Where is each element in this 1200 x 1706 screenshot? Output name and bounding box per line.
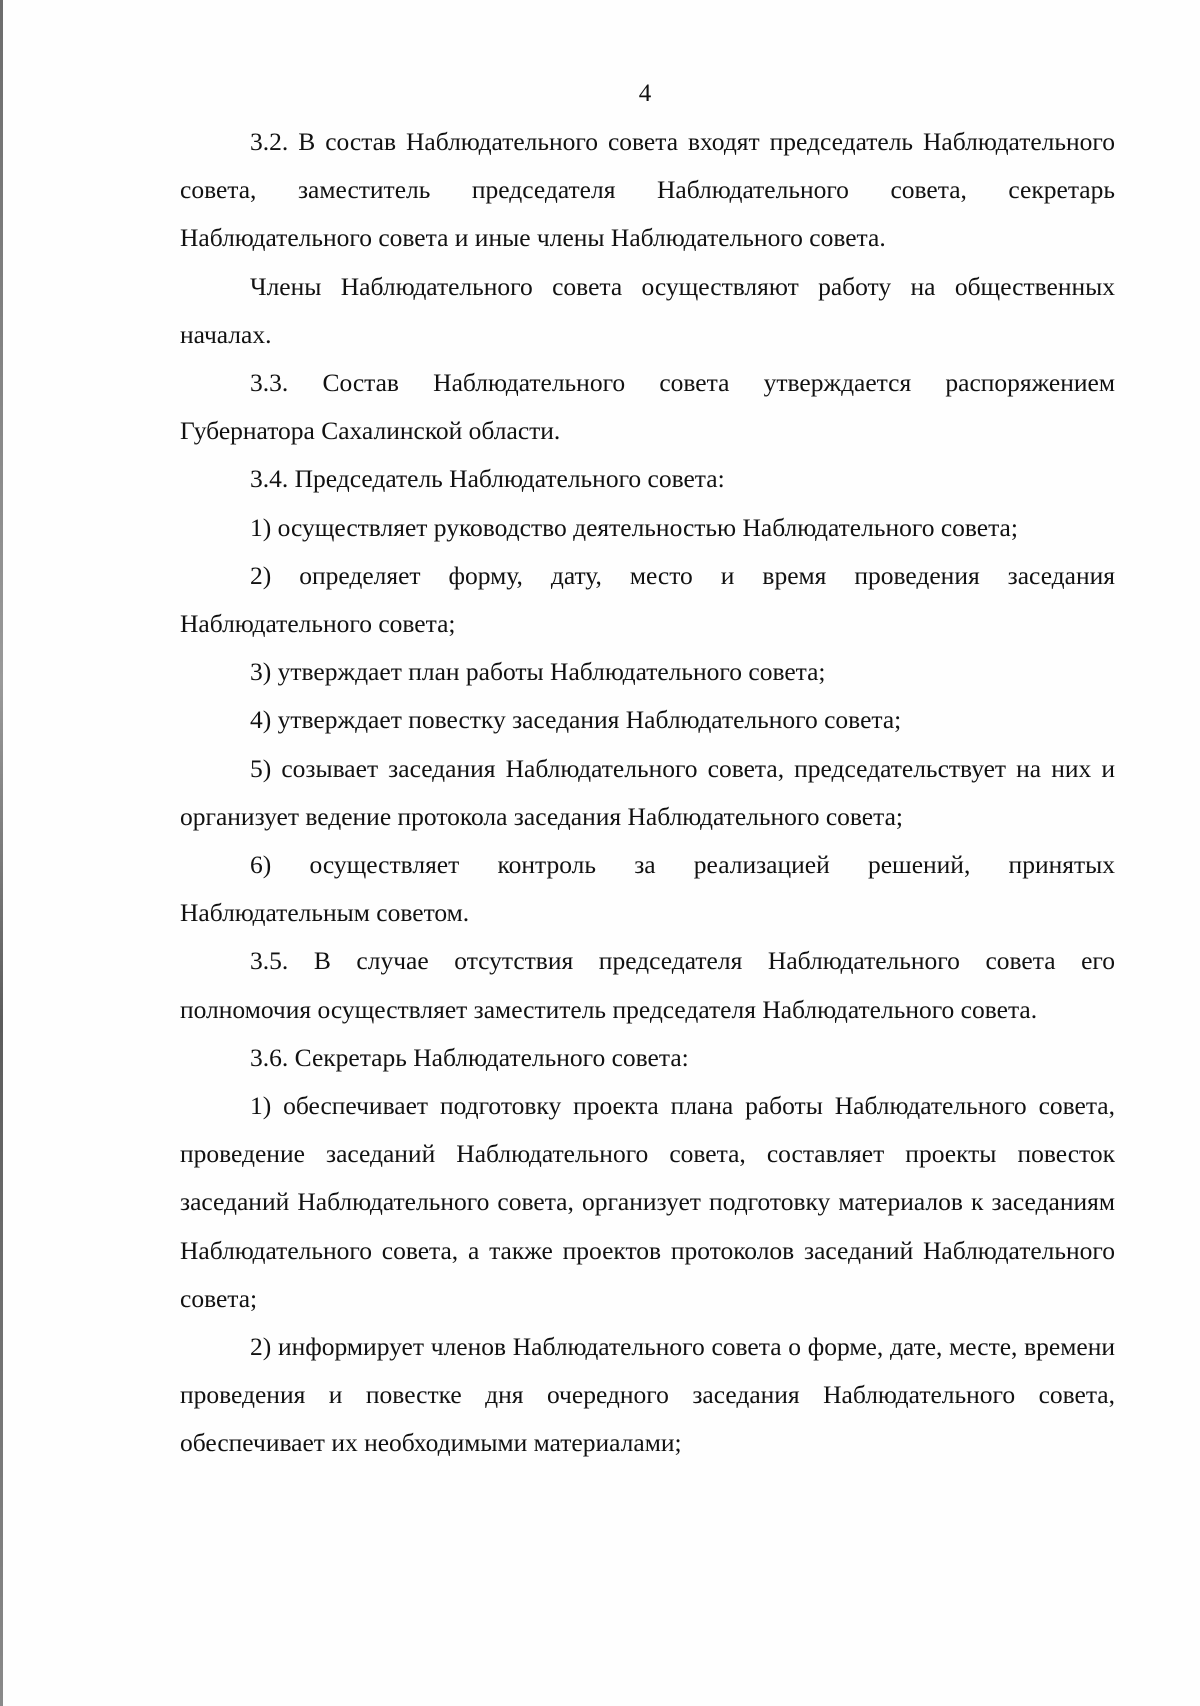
paragraph-3-4: 3.4. Председатель Наблюдательного совета: bbox=[250, 464, 725, 494]
chairman-item-3: 3) утверждает план работы Наблюдательного совета; bbox=[250, 657, 826, 687]
chairman-item-1: 1) осуществляет руководство деятельностью Наблюдательного совета; bbox=[250, 512, 1018, 542]
page-number: 4 bbox=[638, 80, 652, 107]
secretary-item-2: 2) информирует членов Наблюдательного совета о форме, дате, месте, времени проведения и повестке дня очередного заседания Наблюдательного совета, обеспечивает их необходимыми материалами; bbox=[180, 1332, 1115, 1458]
chairman-item-2: 2) определяет форму, дату, место и время проведения заседания Наблюдательного совета; bbox=[180, 560, 1115, 639]
chairman-item-4: 4) утверждает повестку заседания Наблюдательного совета; bbox=[250, 705, 902, 735]
paragraph-3-3: 3.3. Состав Наблюдательного совета утверждается распоряжением Губернатора Сахалинской области. bbox=[180, 368, 1115, 446]
paragraph-members: Члены Наблюдательного совета осуществляют работу на общественных началах. bbox=[180, 271, 1115, 349]
chairman-item-5: 5) созывает заседания Наблюдательного совета, председательствует на них и организует ведение протокола заседания Наблюдательного совета; bbox=[180, 753, 1115, 831]
paragraph-3-2: 3.2. В состав Наблюдательного совета входят председатель Наблюдательного совета, заместитель председателя Наблюдательного совета, секретарь Наблюдательного совета и иные члены Наблюдательного совета. bbox=[180, 127, 1115, 253]
chairman-item-6: 6) осуществляет контроль за реализацией решений, принятых Наблюдательным советом. bbox=[180, 850, 1115, 928]
paragraph-3-5: 3.5. В случае отсутствия председателя Наблюдательного совета его полномочия осуществляет заместитель председателя Наблюдательного совета. bbox=[180, 946, 1115, 1024]
secretary-item-1: 1) обеспечивает подготовку проекта плана работы Наблюдательного совета, проведение заседаний Наблюдательного совета, составляет проекты повесток заседаний Наблюдательного совета, организует подготовку материалов к заседаниям Наблюдательного совета, а также проектов протоколов заседаний Наблюдательного совета; bbox=[180, 1091, 1115, 1313]
scan-edge-shadow bbox=[0, 0, 3, 1706]
document-body bbox=[180, 118, 1115, 1468]
paragraph-3-6: 3.6. Секретарь Наблюдательного совета: bbox=[250, 1042, 689, 1072]
